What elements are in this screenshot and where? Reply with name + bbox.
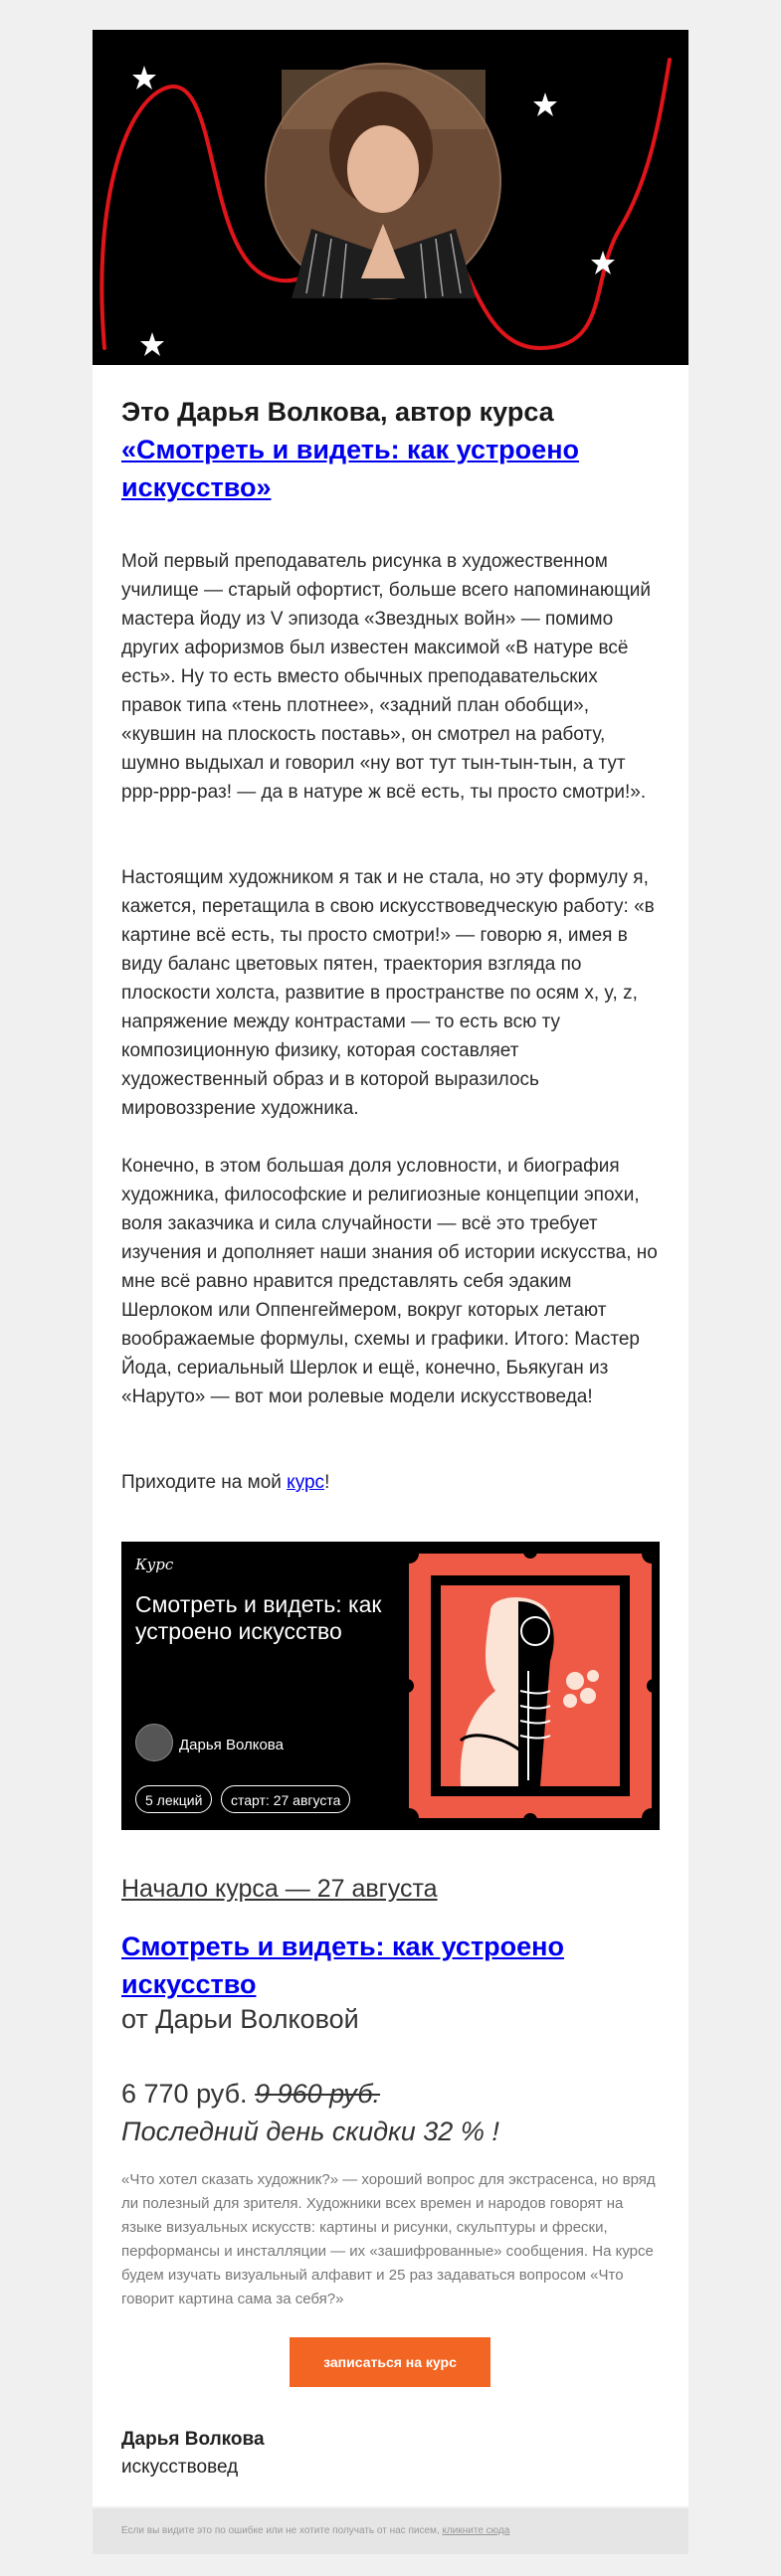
invite-before: Приходите на мой	[121, 1472, 288, 1493]
course-title	[121, 1928, 660, 2003]
price-line	[121, 2079, 380, 2110]
frame-skeleton-illustration	[401, 1542, 660, 1830]
enroll-button[interactable]: записаться на курс	[290, 2337, 490, 2387]
course-title-link[interactable]: Смотреть и видеть: как устроено искусство	[121, 1932, 564, 1999]
paragraph-2: Настоящим художником я так и не стала, но эту формулу я, кажется, перетащила в свою искусствоведческую работу: «в картине всё есть, ты просто смотри!» — говорю я, имея в виду баланс цветовых пятен, траектория взгляда по плоскости холста, развитие в пространстве по осям x, y, z, напряжение между контрастами — то есть всю ту композиционную физику, которая составляет художественный образ и в которой выразилось мировоззрение художника.	[121, 867, 655, 1119]
promo-title: Смотреть и видеть: как устроено искусство	[135, 1591, 382, 1644]
promo-brand: Курс	[135, 1556, 174, 1573]
current-price: 6 770 руб.	[121, 2079, 248, 2109]
start-date-badge: старт: 27 августа	[221, 1785, 350, 1813]
discount-note: Последний день скидки 32 % !	[121, 2116, 499, 2146]
footer-text: Если вы видите это по ошибке или не хотите получать от нас писем,	[121, 2525, 443, 2536]
email-card	[93, 30, 688, 2506]
old-price: 9 960 руб.	[255, 2079, 381, 2109]
portrait-face	[347, 125, 419, 213]
promo-author: Дарья Волкова	[179, 1737, 284, 1753]
unsubscribe-line	[121, 2525, 509, 2536]
course-heading-link[interactable]: «Смотреть и видеть: как устроено искусство»	[121, 435, 579, 502]
invite-line	[121, 1468, 660, 1497]
footer	[93, 2508, 688, 2554]
course-promo-banner[interactable]	[121, 1542, 660, 1830]
paragraph-3: Конечно, в этом большая доля условности, и биография художника, философские и религиозные концепции эпохи, воля заказчика и сила случайности — всё это требует изучения и дополняет наши знания об истории искусства, но мне всё равно нравится представлять себя эдаким Шерлоком или Оппенгеймером, вокруг которых летают воображаемые формулы, схемы и графики. Итого: Мастер Йода, сериальный Шерлок и ещё, конечно, Бьякуган из «Наруто» — вот мои ролевые модели искусствоведа!	[121, 1156, 658, 1407]
course-description: «Что хотел сказать художник?» — хороший вопрос для экстрасенса, но вряд ли полезный для зрителя. Художники всех времен и народов говорят на языке визуальных искусств: картины и рисунки, скульптуры и фрески, перформансы и инсталляции — их «зашифрованные» сообщения. На курсе будем изучать визуальный алфавит и 25 раз задаваться вопросом «Что говорит картина сама за себя?»	[121, 2171, 656, 2307]
course-link[interactable]: курс	[287, 1472, 325, 1493]
hero-banner	[93, 30, 688, 365]
paragraph-1: Мой первый преподаватель рисунка в художественном училище — старый офортист, больше всего напоминающий мастера йоду из V эпизода «Звездных войн» — помимо других афоризмов был известен максимой «В натуре всё есть». Ну то есть вместо обычных преподавательских правок типа «тень плотнее», «задний план обобщи», «кувшин на плоскость поставь», он смотрел на работу, шумно выдыхал и говорил «ну вот тут тын-тын-тын, а тут ррр-ррр-раз! — да в натуре ж всё есть, ты просто смотри!».	[121, 551, 651, 803]
unsubscribe-link[interactable]: кликните сюда	[442, 2525, 510, 2536]
hero-illustration	[93, 30, 688, 365]
avatar	[135, 1724, 173, 1761]
course-author: от Дарьи Волковой	[121, 2004, 359, 2034]
course-start-date: Начало курса — 27 августа	[121, 1875, 438, 1903]
signature-name: Дарья Волкова	[121, 2429, 265, 2450]
heading-lead: Это Дарья Волкова, автор курса	[121, 397, 554, 427]
intro-heading	[121, 393, 660, 506]
signature-role: искусствовед	[121, 2457, 239, 2478]
lectures-badge: 5 лекций	[135, 1785, 212, 1813]
invite-after: !	[324, 1472, 330, 1493]
